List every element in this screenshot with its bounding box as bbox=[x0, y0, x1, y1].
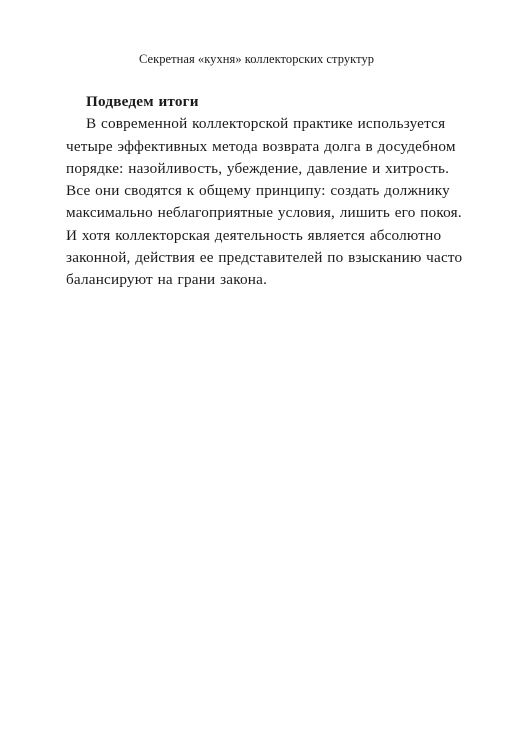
section-heading: Подведем итоги bbox=[86, 93, 199, 110]
running-head: Секретная «кухня» коллекторских структур bbox=[138, 52, 375, 66]
section-body bbox=[66, 91, 463, 292]
text-line: законной, действия ее представителей по взысканию часто bbox=[66, 249, 463, 267]
text-line: порядке: назойливость, убеждение, давление и хитрость. bbox=[66, 159, 450, 177]
text-line: Все они сводятся к общему принципу: создать должнику bbox=[66, 182, 450, 200]
text-line: В современной коллекторской практике используется bbox=[86, 115, 446, 133]
text-line: И хотя коллекторская деятельность является абсолютно bbox=[66, 226, 442, 244]
text-line: четыре эффективных метода возврата долга в досудебном bbox=[66, 137, 456, 155]
text-line: максимально неблагоприятные условия, лишить его покоя. bbox=[66, 204, 462, 222]
paragraph bbox=[66, 113, 463, 291]
text-line: балансируют на грани закона. bbox=[66, 271, 268, 289]
